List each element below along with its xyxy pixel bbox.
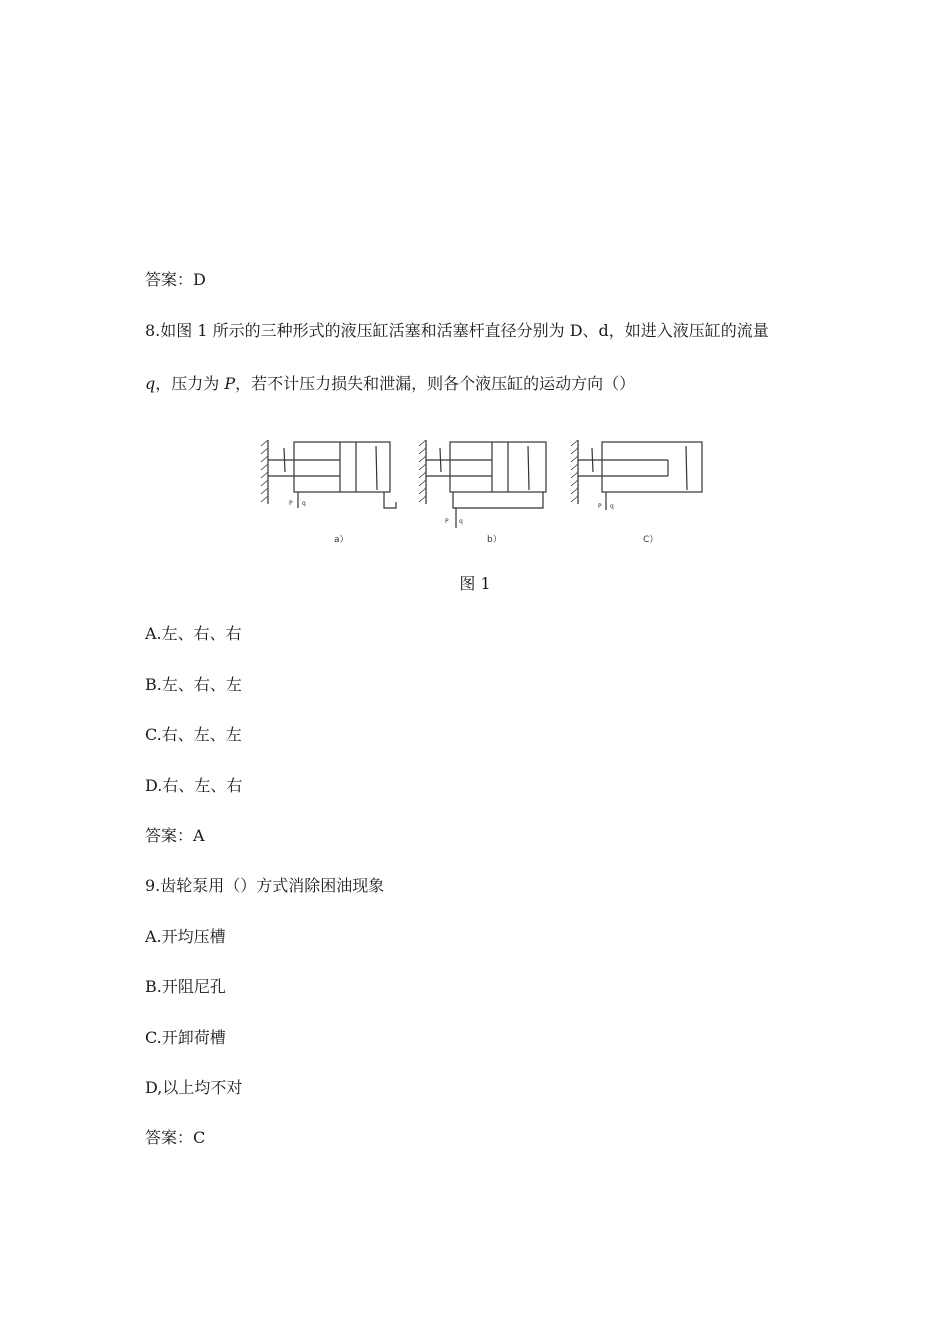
cylinder-c-diagram xyxy=(571,440,702,510)
q8-option-b: B.左、右、左 xyxy=(145,675,242,694)
pressure-variable-p: P xyxy=(224,374,236,393)
q9-stem: 9.齿轮泵用（）方式消除困油现象 xyxy=(145,876,385,895)
cylinder-c-p-label: P xyxy=(598,503,602,510)
cylinder-a-diagram xyxy=(261,440,396,508)
q8-option-a: A.左、右、右 xyxy=(145,624,242,643)
cylinder-a-label: a） xyxy=(334,535,349,545)
q9-option-a: A.开均压槽 xyxy=(145,927,226,946)
q9-option-c: C.开卸荷槽 xyxy=(145,1028,226,1047)
q8-option-c: C.右、左、左 xyxy=(145,725,242,744)
q9-answer: 答案：C xyxy=(145,1128,206,1147)
cylinder-a-p-label: P xyxy=(289,500,293,507)
cylinder-b-q-label: q xyxy=(459,518,463,525)
cylinder-b-label: b） xyxy=(487,535,502,545)
q7-answer: 答案：D xyxy=(145,270,206,289)
q8-stem-line2-mid: ，压力为 xyxy=(155,374,225,393)
cylinder-a-q-label: q xyxy=(302,500,306,507)
cylinder-b-p-label: P xyxy=(445,518,449,525)
q8-stem-line2-end: ，若不计压力损失和泄漏，则各个液压缸的运动方向（） xyxy=(235,374,636,393)
cylinder-b-diagram xyxy=(419,440,546,528)
q8-stem-line1: 8.如图 1 所示的三种形式的液压缸活塞和活塞杆直径分别为 D、d，如进入液压缸的流量 xyxy=(145,321,769,340)
q9-option-d: D,以上均不对 xyxy=(145,1078,243,1097)
cylinder-c-q-label: q xyxy=(610,503,614,510)
hydraulic-cylinders-figure xyxy=(258,432,708,550)
q8-answer: 答案：A xyxy=(145,826,205,845)
q9-option-b: B.开阻尼孔 xyxy=(145,977,226,996)
q8-stem-line2 xyxy=(145,374,635,394)
flow-variable-q: q xyxy=(145,374,156,393)
figure-caption: 图 1 xyxy=(459,574,491,593)
q8-option-d: D.右、左、右 xyxy=(145,776,243,795)
cylinder-c-label: C） xyxy=(643,535,659,545)
